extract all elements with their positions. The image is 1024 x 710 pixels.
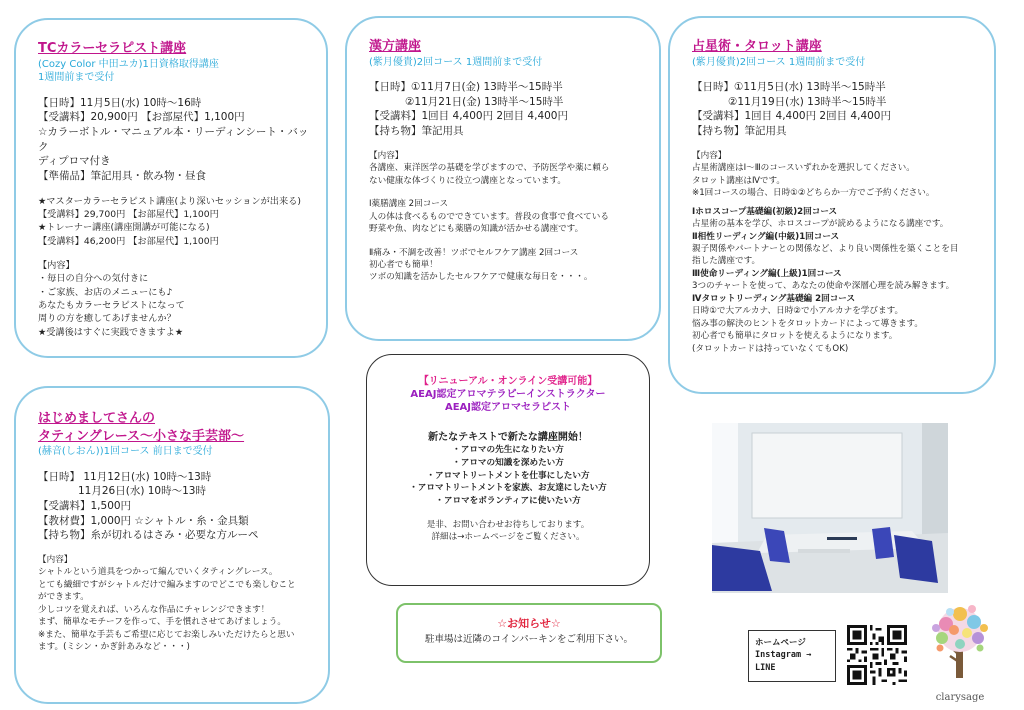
tc-color-instructor: (Cozy Color 中田ユカ)1日資格取得講座 <box>38 58 219 70</box>
tatting-instructor: (赫音(しおん))1回コース 前日まで受付 <box>38 446 213 458</box>
astro-items: 【持ち物】筆記用具 <box>692 125 787 138</box>
astro-desc-line: 占星術講座はⅠ～Ⅲのコースいずれかを選択してください。 <box>692 163 915 174</box>
tatting-date-2: 11月26日(水) 10時～13時 <box>78 485 206 498</box>
tc-color-description <box>38 259 312 339</box>
tatting-title-2: タティングレース～小さな手芸部～ <box>38 428 245 444</box>
aroma-therapist-cert: AEAJ認定アロマセラピスト <box>444 402 572 414</box>
qr-code-icon <box>847 625 907 685</box>
kampo-content <box>369 38 645 284</box>
kampo-card <box>345 16 661 341</box>
astro-course-heading: Ⅳタロットリーディング基礎編 2回コース <box>692 293 856 304</box>
instagram-label[interactable]: Instagram → <box>755 650 812 661</box>
clarysage-logo-text: clarysage <box>935 691 985 703</box>
notice-box <box>396 603 662 663</box>
kampo-desc-line: ない健康な体づくりに役立つ講座となっています。 <box>369 175 566 186</box>
aroma-footer-1: 是非、お問い合わせお待ちしております。 <box>426 520 590 531</box>
qr-code[interactable] <box>847 625 907 685</box>
astro-course-line: 初心者でも簡単にタロットを使えるようになります。 <box>692 331 898 342</box>
aroma-target-item: ・アロマの知識を深めたい方 <box>452 457 564 468</box>
tc-desc-line: ・ご家族、お店のメニューにも♪ <box>38 286 173 298</box>
astro-tarot-card <box>668 16 996 394</box>
kampo-desc-line: 各講座、東洋医学の基礎を学びますので、予防医学や薬に頼ら <box>369 163 610 174</box>
aroma-headline: 新たなテキストで新たな講座開始！ <box>428 431 588 443</box>
tatting-date-1: 【日時】 11月12日(水) 10時～13時 <box>38 470 212 483</box>
astro-details <box>692 80 980 139</box>
astro-title: 占星術・タロット講座 <box>692 39 822 54</box>
astro-course-line: 3つのチャートを使って、あなたの使命や深層心理を読み解きます。 <box>692 281 955 292</box>
kampo-fee: 【受講料】1回目 4,400円 2回目 4,400円 <box>369 110 568 123</box>
kampo-course-line: 初心者でも簡単！ <box>369 259 438 270</box>
aroma-target-item: ・アロマトリートメントを家族、お友達にしたい方 <box>409 483 607 494</box>
tc-desc-line: ★受講後はすぐに実践できますよ★ <box>38 326 184 338</box>
astro-description <box>692 150 980 200</box>
astro-date-1: 【日時】①11月5日(水) 13時半～15時半 <box>692 81 886 94</box>
astro-course-line: 占星術の基本を学び、ホロスコープが読めるようになる講座です。 <box>692 219 949 230</box>
tatting-description <box>38 554 314 654</box>
tc-master-line: ★トレーナー講座(講座開講が可能になる) <box>38 222 210 234</box>
tatting-details <box>38 470 314 543</box>
tc-color-line: 【受講料】20,900円 【お部屋代】1,100円 <box>38 111 245 124</box>
tatting-lace-card <box>14 386 330 704</box>
astro-course-line: 指した講座です。 <box>692 256 761 267</box>
tc-color-line: ☆カラーボトル・マニュアル本・リーディンシート・バック <box>38 125 309 153</box>
tatting-title-1: はじめましてさんの <box>38 411 156 426</box>
tc-desc-line: 周りの方を癒してあげませんか？ <box>38 313 176 325</box>
homepage-label[interactable]: ホームページ <box>755 638 806 648</box>
tatting-desc-line: ます。(ミシン・かぎ針あみなど・・・) <box>38 642 190 653</box>
tatting-items: 【持ち物】糸が切れるはさみ・必要な方ルーペ <box>38 529 259 542</box>
tc-color-details <box>38 96 312 184</box>
kampo-description <box>369 150 645 187</box>
astro-desc-line: ※1回コースの場合、日時①②どちらか一方でご予約ください。 <box>692 188 935 199</box>
tc-master-line: ★マスターカラーセラピスト講座(より深いセッションが出来る) <box>38 195 301 207</box>
tatting-desc-line: とても繊細ですがシャトルだけで編みますのでどこでも楽しむこと <box>38 579 296 590</box>
aroma-card <box>366 354 650 586</box>
tc-desc-line: ・毎日の自分への気付きに <box>38 273 149 285</box>
astro-fee: 【受講料】1回目 4,400円 2回目 4,400円 <box>692 110 891 123</box>
tatting-desc-line: ※また、簡単な手芸もご希望に応じてお楽しみいただけたらと思い <box>38 629 295 640</box>
tatting-desc-line: 【内容】 <box>38 555 73 566</box>
kampo-instructor: (紫月優貴)2回コース 1週間前まで受付 <box>369 56 543 68</box>
contact-box <box>748 630 836 682</box>
tc-color-line: 【日時】11月5日(水) 10時～16時 <box>38 96 202 109</box>
tatting-content <box>38 410 314 654</box>
aroma-content <box>375 375 641 543</box>
tc-color-line: ディプロマ付き <box>38 155 111 168</box>
classroom-photo <box>712 423 948 593</box>
astro-courses <box>692 206 980 355</box>
astro-instructor: (紫月優貴)2回コース 1週間前まで受付 <box>692 56 866 68</box>
aroma-target-item: ・アロマをボランティアに使いたい方 <box>435 496 581 507</box>
tc-desc-line: あなたもカラーセラピストになって <box>38 300 185 312</box>
tree-logo-icon <box>920 600 1000 688</box>
kampo-items: 【持ち物】筆記用具 <box>369 125 464 138</box>
tc-color-deadline: 1週間前まで受付 <box>38 72 115 84</box>
astro-content <box>692 38 980 355</box>
tc-desc-line: 【内容】 <box>38 260 75 272</box>
aroma-target-list <box>375 444 641 508</box>
aroma-instructor-cert: AEAJ認定アロマテラピーインストラクター <box>410 389 606 401</box>
astro-date-2: ②11月19日(水) 13時半～15時半 <box>728 95 887 108</box>
astro-course-line: 親子関係やパートナーとの関係など、より良い関係性を築くことを目 <box>692 243 959 254</box>
tc-master-line: 【受講料】46,200円 【お部屋代】1,100円 <box>38 235 219 247</box>
astro-course-line: 悩み事の解決のヒントをタロットカードによって導きます。 <box>692 318 923 329</box>
notice-text: 駐車場は近隣のコインパーキンをご利用下さい。 <box>425 633 633 645</box>
tc-master-line: 【受講料】29,700円 【お部屋代】1,100円 <box>38 209 219 221</box>
tc-color-card <box>14 18 328 358</box>
tatting-desc-line: まず、簡単なモチーフを作って、手を慣れさせてあげましょう。 <box>38 617 286 628</box>
astro-course-line: (タロットカードは持っていなくてもOK) <box>692 343 849 354</box>
astro-course-line: 日時①で大アルカナ、日時②で小アルカナを学びます。 <box>692 306 904 317</box>
kampo-details <box>369 80 645 139</box>
line-label[interactable]: LINE <box>755 662 776 673</box>
tatting-desc-line: シャトルという道具をつかって編んでいくタティングレース。 <box>38 567 278 578</box>
kampo-course-2 <box>369 247 645 284</box>
kampo-course-1 <box>369 198 645 235</box>
kampo-course-line: Ⅱ痛み・不調を改善！ツボでセルフケア講座 2回コース <box>369 247 579 258</box>
kampo-course-line: ツボの知識を活かしたセルフケアで健康な毎日を・・・。 <box>369 272 593 283</box>
kampo-course-line: Ⅰ薬膳講座 2回コース <box>369 199 449 210</box>
kampo-course-line: 野菜や魚、肉などにも薬膳の知識が活かせる講座です。 <box>369 224 584 235</box>
classroom-illustration <box>712 423 948 593</box>
tc-color-line: 【準備品】筆記用具・飲み物・昼食 <box>38 169 206 182</box>
kampo-course-line: 人の体は食べるものでできています。普段の食事で食べている <box>369 211 609 222</box>
astro-course-heading: Ⅱ相性リーディング編(中級)1回コース <box>692 231 840 242</box>
tc-master-courses <box>38 195 312 248</box>
aroma-renewal: 【リニューアル・オンライン受講可能】 <box>418 376 598 387</box>
aroma-target-item: ・アロマトリートメントを仕事にしたい方 <box>426 470 590 481</box>
kampo-date-2: ②11月21日(金) 13時半～15時半 <box>405 95 564 108</box>
tatting-fee: 【受講料】1,500円 <box>38 499 132 512</box>
clarysage-logo <box>920 600 1000 705</box>
astro-course-heading: Ⅲ使命リーディング編(上級)1回コース <box>692 268 842 279</box>
aroma-target-item: ・アロマの先生になりたい方 <box>452 444 564 455</box>
tc-color-title: TCカラーセラピスト講座 <box>38 41 187 56</box>
astro-course-heading: Ⅰホロスコープ基礎編(初級)2回コース <box>692 206 838 217</box>
kampo-date-1: 【日時】①11月7日(金) 13時半～15時半 <box>369 81 563 94</box>
kampo-title: 漢方講座 <box>369 39 422 54</box>
astro-desc-line: タロット講座はⅣです。 <box>692 175 786 186</box>
aroma-footer-2: 詳細は→ホームページをご覧ください。 <box>431 531 585 542</box>
tatting-desc-line: ができます。 <box>38 592 89 603</box>
tatting-material: 【教材費】1,000円 ☆シャトル・糸・金具類 <box>38 514 249 527</box>
astro-desc-line: 【内容】 <box>692 150 727 161</box>
tatting-desc-line: 少しコツを覚えれば、いろんな作品にチャレンジできます！ <box>38 604 270 615</box>
kampo-desc-line: 【内容】 <box>369 150 404 161</box>
tc-color-content <box>38 40 312 339</box>
notice-title: ☆お知らせ☆ <box>497 617 561 630</box>
